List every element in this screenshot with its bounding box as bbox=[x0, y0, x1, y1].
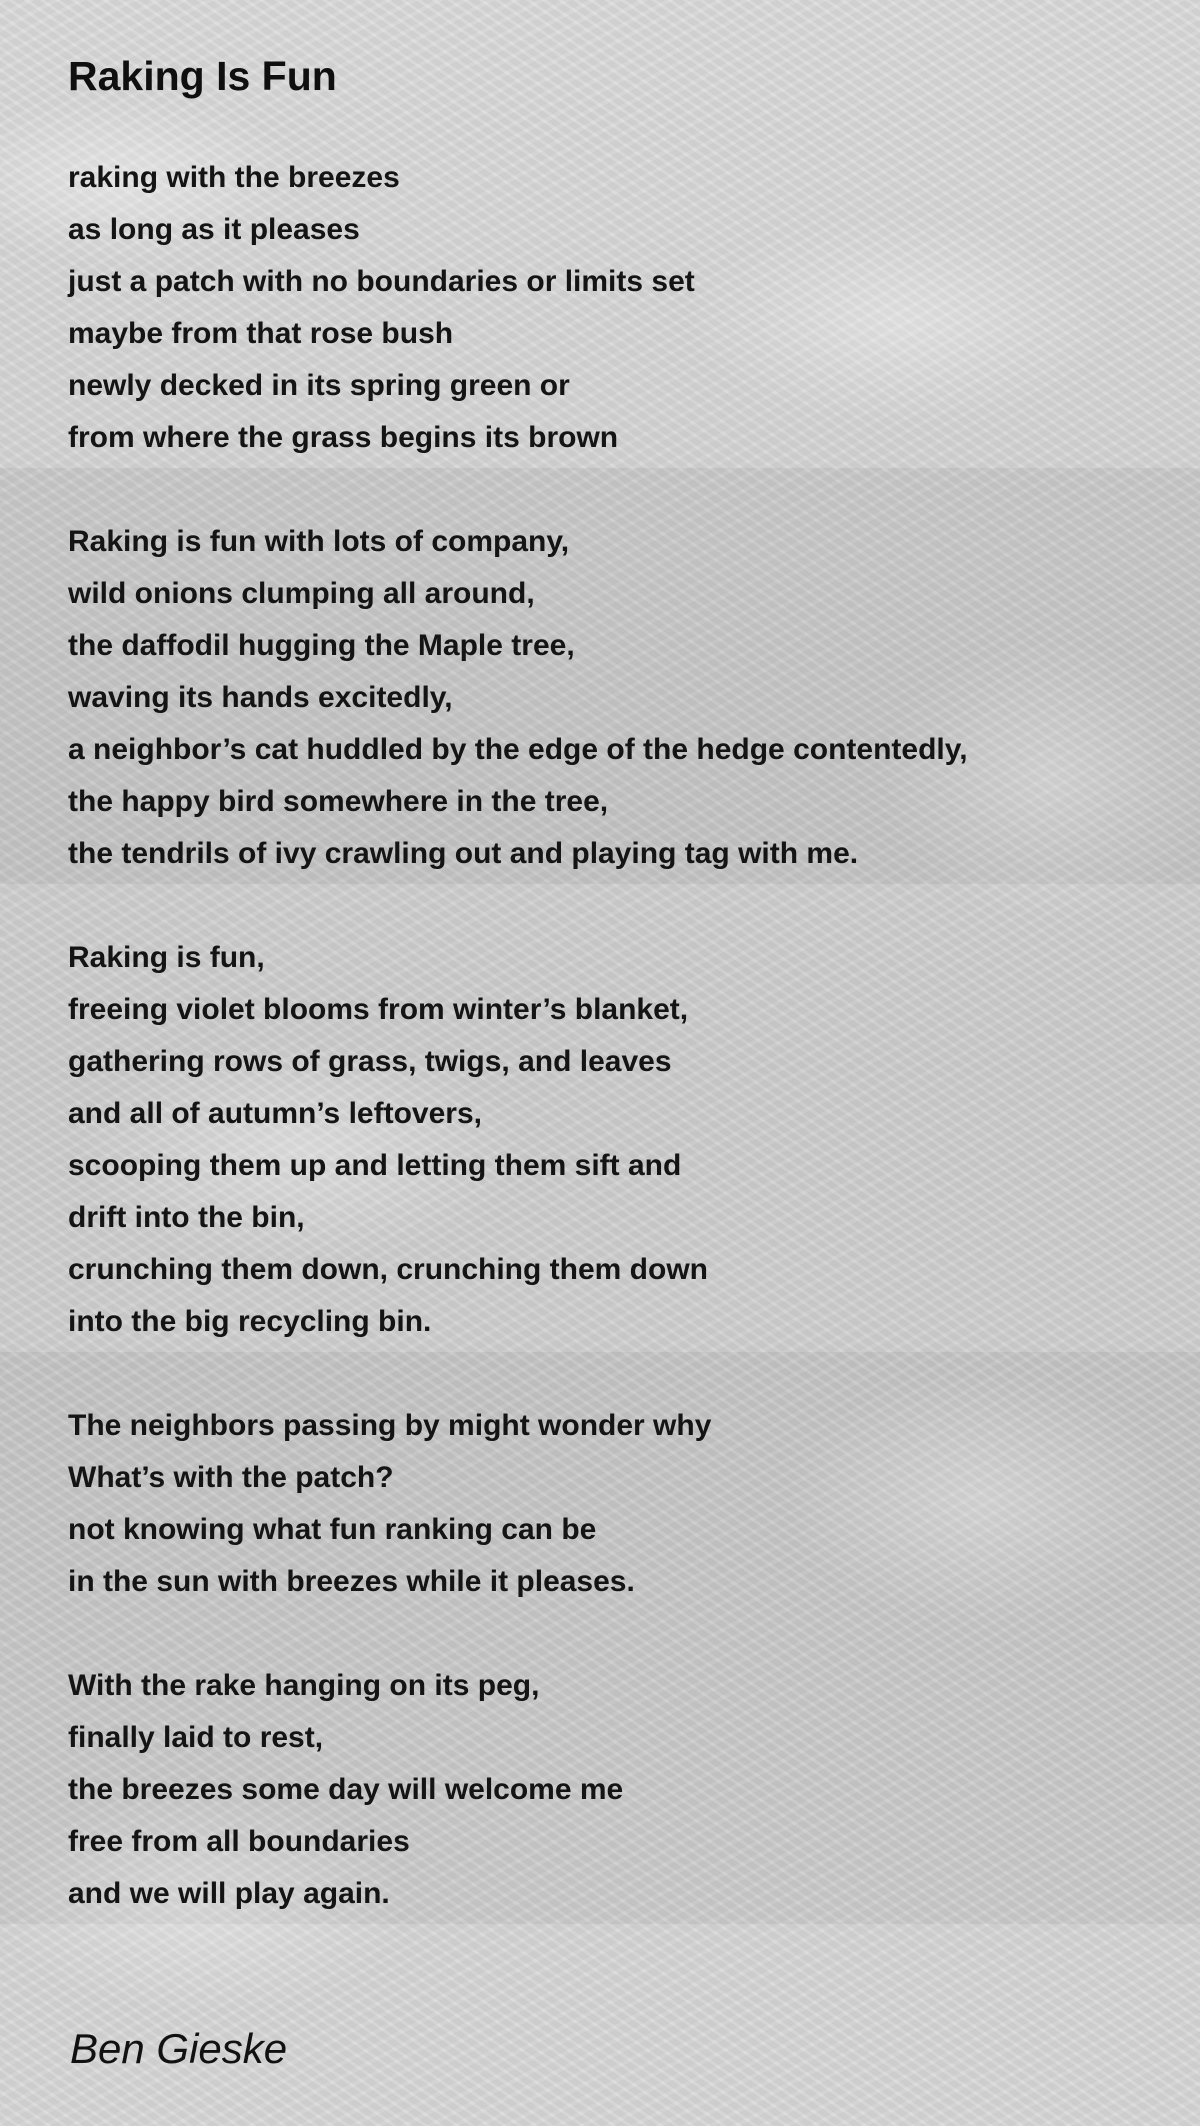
poem-line: just a patch with no boundaries or limits set bbox=[68, 265, 695, 298]
poem-line: drift into the bin, bbox=[68, 1201, 305, 1234]
poem-line: gathering rows of grass, twigs, and leaves bbox=[68, 1045, 672, 1078]
poem-line: Raking is fun, bbox=[68, 941, 265, 974]
stanza bbox=[68, 1400, 1168, 1608]
stanza bbox=[68, 1660, 1168, 1920]
poem-line: not knowing what fun ranking can be bbox=[68, 1513, 597, 1546]
poem-line: The neighbors passing by might wonder why bbox=[68, 1409, 712, 1442]
stanza bbox=[68, 932, 1168, 1348]
poem-line: the happy bird somewhere in the tree, bbox=[68, 785, 609, 818]
poem-line: the tendrils of ivy crawling out and playing tag with me. bbox=[68, 837, 859, 870]
poem-line: freeing violet blooms from winter’s blanket, bbox=[68, 993, 689, 1026]
poem-line: and all of autumn’s leftovers, bbox=[68, 1097, 482, 1130]
poem-line: What’s with the patch? bbox=[68, 1461, 394, 1494]
stanza-gap bbox=[68, 1608, 1168, 1660]
poem-line: With the rake hanging on its peg, bbox=[68, 1669, 540, 1702]
poem-line: maybe from that rose bush bbox=[68, 317, 454, 350]
poem-line: into the big recycling bin. bbox=[68, 1305, 432, 1338]
stanza bbox=[68, 516, 1168, 880]
poem-line: waving its hands excitedly, bbox=[68, 681, 453, 714]
poem-line: free from all boundaries bbox=[68, 1825, 410, 1858]
poem-line: crunching them down, crunching them down bbox=[68, 1253, 708, 1286]
poem-author: Ben Gieske bbox=[70, 2025, 288, 2072]
poem-line: newly decked in its spring green or bbox=[68, 369, 570, 402]
stanza-gap bbox=[68, 464, 1168, 516]
poem-line: finally laid to rest, bbox=[68, 1721, 324, 1754]
poem-line: and we will play again. bbox=[68, 1877, 390, 1910]
poem-line: the daffodil hugging the Maple tree, bbox=[68, 629, 575, 662]
poem-line: in the sun with breezes while it pleases. bbox=[68, 1565, 635, 1598]
stanza bbox=[68, 152, 1168, 464]
poem-line: scooping them up and letting them sift and bbox=[68, 1149, 682, 1182]
stanza-gap bbox=[68, 880, 1168, 932]
poem-title: Raking Is Fun bbox=[68, 53, 337, 99]
poem-line: the breezes some day will welcome me bbox=[68, 1773, 624, 1806]
poem-body bbox=[68, 152, 1168, 1920]
stanza-gap bbox=[68, 1348, 1168, 1400]
poem-line: a neighbor’s cat huddled by the edge of the hedge contentedly, bbox=[68, 733, 968, 766]
poem-line: Raking is fun with lots of company, bbox=[68, 525, 570, 558]
poem-line: from where the grass begins its brown bbox=[68, 421, 619, 454]
poem-line: as long as it pleases bbox=[68, 213, 360, 246]
poem-line: raking with the breezes bbox=[68, 161, 400, 194]
poem-line: wild onions clumping all around, bbox=[68, 577, 535, 610]
